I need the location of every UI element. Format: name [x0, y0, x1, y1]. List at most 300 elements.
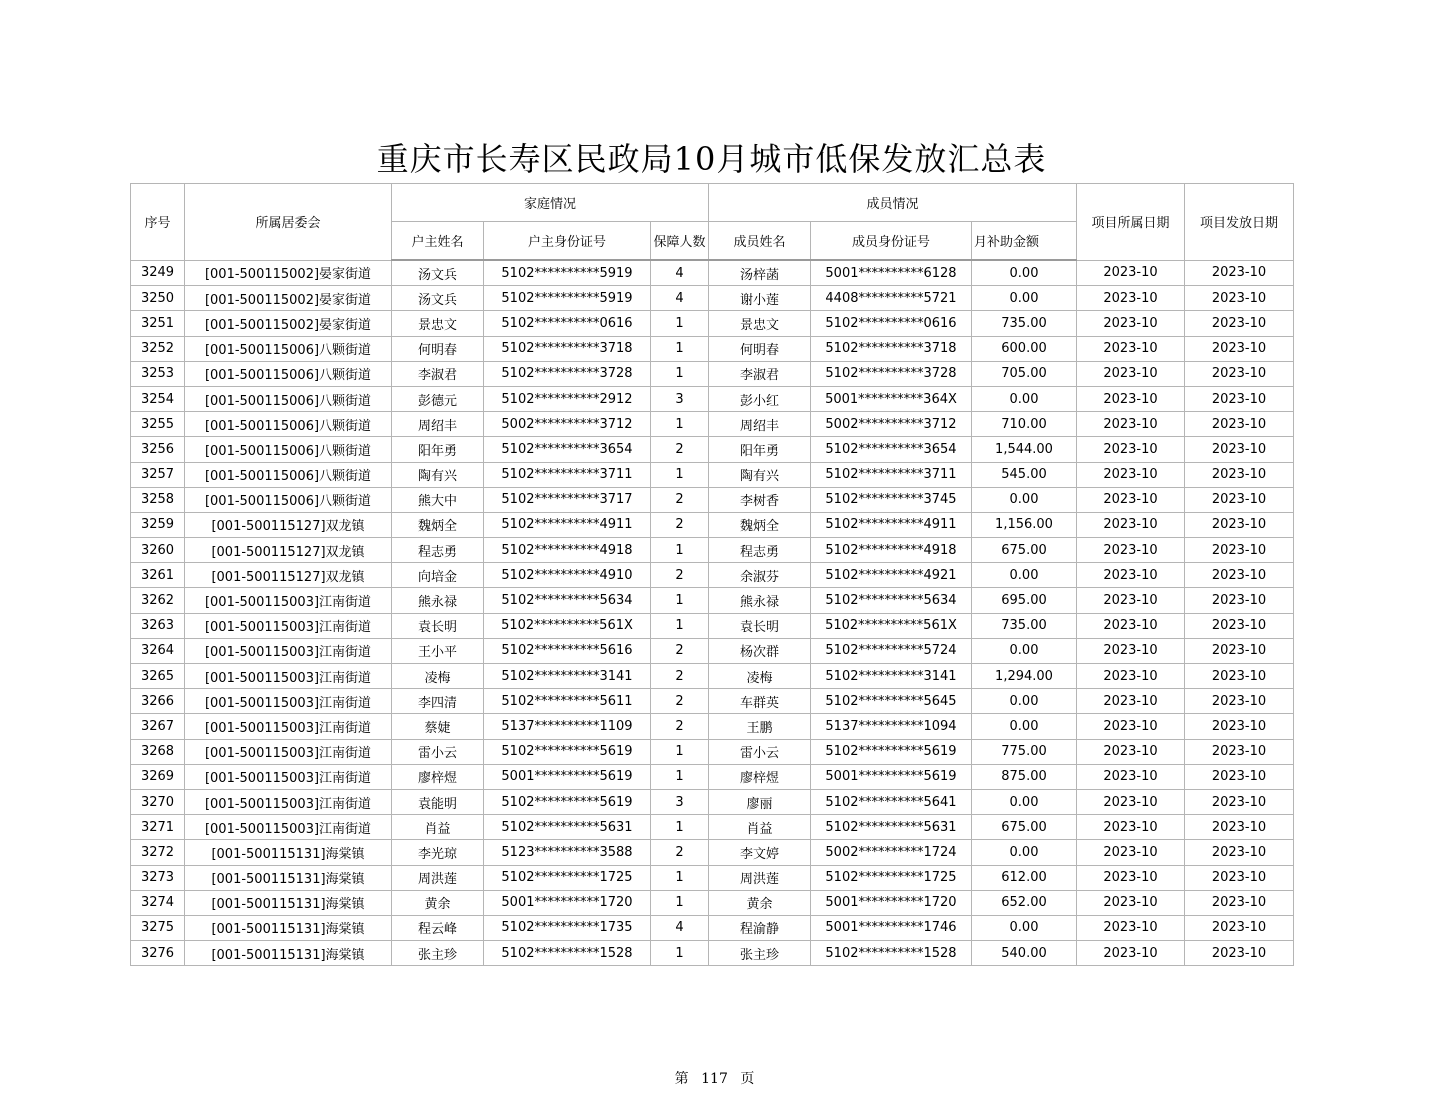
- cell-member-name: 张主珍: [709, 941, 811, 966]
- cell-head-id: 5102**********2912: [484, 386, 651, 411]
- cell-member-name: 陶有兴: [709, 462, 811, 487]
- cell-committee: [001-500115003]江南街道: [185, 764, 392, 789]
- cell-head-id: 5102**********3718: [484, 336, 651, 361]
- cell-head-name: 汤文兵: [392, 260, 484, 286]
- cell-issue-date: 2023-10: [1185, 336, 1294, 361]
- cell-committee: [001-500115006]八颗街道: [185, 487, 392, 512]
- cell-issue-date: 2023-10: [1185, 412, 1294, 437]
- cell-head-name: 熊大中: [392, 487, 484, 512]
- cell-head-name: 程志勇: [392, 538, 484, 563]
- cell-seq: 3251: [131, 311, 185, 336]
- cell-member-id: 5102**********4918: [811, 538, 972, 563]
- cell-belong-date: 2023-10: [1077, 941, 1185, 966]
- table-row: [131, 437, 1294, 462]
- cell-belong-date: 2023-10: [1077, 638, 1185, 663]
- cell-issue-date: 2023-10: [1185, 311, 1294, 336]
- cell-committee: [001-500115006]八颗街道: [185, 361, 392, 386]
- cell-issue-date: 2023-10: [1185, 386, 1294, 411]
- cell-issue-date: 2023-10: [1185, 941, 1294, 966]
- cell-seq: 3252: [131, 336, 185, 361]
- cell-committee: [001-500115006]八颗街道: [185, 412, 392, 437]
- cell-covered: 1: [651, 865, 709, 890]
- cell-head-id: 5001**********1720: [484, 890, 651, 915]
- cell-issue-date: 2023-10: [1185, 764, 1294, 789]
- cell-seq: 3270: [131, 789, 185, 814]
- cell-issue-date: 2023-10: [1185, 689, 1294, 714]
- cell-covered: 2: [651, 689, 709, 714]
- table-row: [131, 286, 1294, 311]
- subsidy-table: [130, 183, 1294, 966]
- cell-member-id: 4408**********5721: [811, 286, 972, 311]
- cell-covered: 2: [651, 512, 709, 537]
- cell-seq: 3257: [131, 462, 185, 487]
- cell-belong-date: 2023-10: [1077, 689, 1185, 714]
- cell-belong-date: 2023-10: [1077, 538, 1185, 563]
- cell-member-name: 雷小云: [709, 739, 811, 764]
- cell-member-name: 熊永禄: [709, 588, 811, 613]
- cell-issue-date: 2023-10: [1185, 512, 1294, 537]
- cell-issue-date: 2023-10: [1185, 260, 1294, 286]
- cell-issue-date: 2023-10: [1185, 840, 1294, 865]
- cell-belong-date: 2023-10: [1077, 462, 1185, 487]
- cell-covered: 2: [651, 664, 709, 689]
- cell-issue-date: 2023-10: [1185, 890, 1294, 915]
- cell-seq: 3262: [131, 588, 185, 613]
- cell-subsidy: 0.00: [972, 260, 1077, 286]
- cell-subsidy: 675.00: [972, 538, 1077, 563]
- table-row: [131, 512, 1294, 537]
- cell-member-id: 5102**********4911: [811, 512, 972, 537]
- cell-member-name: 景忠文: [709, 311, 811, 336]
- cell-head-name: 陶有兴: [392, 462, 484, 487]
- cell-subsidy: 695.00: [972, 588, 1077, 613]
- cell-head-id: 5102**********3654: [484, 437, 651, 462]
- cell-belong-date: 2023-10: [1077, 588, 1185, 613]
- footer-prefix: 第: [674, 1071, 689, 1087]
- cell-head-name: 何明春: [392, 336, 484, 361]
- cell-belong-date: 2023-10: [1077, 739, 1185, 764]
- cell-member-name: 程渝静: [709, 915, 811, 940]
- cell-committee: [001-500115006]八颗街道: [185, 336, 392, 361]
- cell-subsidy: 1,156.00: [972, 512, 1077, 537]
- cell-seq: 3258: [131, 487, 185, 512]
- cell-head-id: 5102**********5611: [484, 689, 651, 714]
- cell-covered: 3: [651, 789, 709, 814]
- cell-member-name: 何明春: [709, 336, 811, 361]
- cell-committee: [001-500115002]晏家街道: [185, 286, 392, 311]
- cell-head-name: 肖益: [392, 815, 484, 840]
- cell-belong-date: 2023-10: [1077, 563, 1185, 588]
- cell-covered: 1: [651, 941, 709, 966]
- cell-committee: [001-500115002]晏家街道: [185, 311, 392, 336]
- cell-belong-date: 2023-10: [1077, 311, 1185, 336]
- cell-member-id: 5102**********3728: [811, 361, 972, 386]
- cell-belong-date: 2023-10: [1077, 412, 1185, 437]
- cell-belong-date: 2023-10: [1077, 714, 1185, 739]
- cell-committee: [001-500115003]江南街道: [185, 638, 392, 663]
- cell-head-id: 5137**********1109: [484, 714, 651, 739]
- cell-head-name: 李四清: [392, 689, 484, 714]
- table-row: [131, 487, 1294, 512]
- cell-seq: 3272: [131, 840, 185, 865]
- cell-subsidy: 735.00: [972, 613, 1077, 638]
- cell-head-name: 阳年勇: [392, 437, 484, 462]
- cell-covered: 1: [651, 412, 709, 437]
- cell-subsidy: 1,544.00: [972, 437, 1077, 462]
- cell-head-name: 雷小云: [392, 739, 484, 764]
- cell-covered: 2: [651, 840, 709, 865]
- cell-head-name: 蔡婕: [392, 714, 484, 739]
- cell-head-id: 5001**********5619: [484, 764, 651, 789]
- cell-head-name: 袁能明: [392, 789, 484, 814]
- cell-member-name: 谢小莲: [709, 286, 811, 311]
- cell-committee: [001-500115003]江南街道: [185, 588, 392, 613]
- cell-subsidy: 1,294.00: [972, 664, 1077, 689]
- cell-seq: 3250: [131, 286, 185, 311]
- cell-seq: 3269: [131, 764, 185, 789]
- cell-member-id: 5102**********5641: [811, 789, 972, 814]
- cell-head-id: 5102**********5616: [484, 638, 651, 663]
- cell-head-id: 5102**********5919: [484, 260, 651, 286]
- cell-subsidy: 0.00: [972, 689, 1077, 714]
- cell-committee: [001-500115003]江南街道: [185, 714, 392, 739]
- cell-member-id: 5001**********1720: [811, 890, 972, 915]
- cell-head-name: 廖梓煜: [392, 764, 484, 789]
- cell-seq: 3263: [131, 613, 185, 638]
- cell-member-id: 5001**********364X: [811, 386, 972, 411]
- table-row: [131, 538, 1294, 563]
- cell-committee: [001-500115127]双龙镇: [185, 538, 392, 563]
- cell-member-id: 5102**********561X: [811, 613, 972, 638]
- cell-seq: 3276: [131, 941, 185, 966]
- table-row: [131, 462, 1294, 487]
- table-row: [131, 714, 1294, 739]
- cell-belong-date: 2023-10: [1077, 764, 1185, 789]
- cell-head-name: 魏炳全: [392, 512, 484, 537]
- cell-head-id: 5102**********3728: [484, 361, 651, 386]
- table-row: [131, 664, 1294, 689]
- table-row: [131, 865, 1294, 890]
- cell-subsidy: 775.00: [972, 739, 1077, 764]
- cell-head-name: 彭德元: [392, 386, 484, 411]
- cell-subsidy: 545.00: [972, 462, 1077, 487]
- cell-subsidy: 710.00: [972, 412, 1077, 437]
- cell-member-id: 5102**********3654: [811, 437, 972, 462]
- table-row: [131, 915, 1294, 940]
- cell-member-name: 廖丽: [709, 789, 811, 814]
- cell-member-id: 5102**********3745: [811, 487, 972, 512]
- cell-member-id: 5002**********1724: [811, 840, 972, 865]
- header-covered: 保障人数: [651, 222, 709, 261]
- cell-seq: 3254: [131, 386, 185, 411]
- table-row: [131, 638, 1294, 663]
- cell-head-name: 王小平: [392, 638, 484, 663]
- table-row: [131, 311, 1294, 336]
- cell-head-name: 熊永禄: [392, 588, 484, 613]
- cell-committee: [001-500115131]海棠镇: [185, 890, 392, 915]
- cell-head-id: 5002**********3712: [484, 412, 651, 437]
- cell-head-id: 5102**********0616: [484, 311, 651, 336]
- cell-head-id: 5102**********3717: [484, 487, 651, 512]
- cell-member-name: 彭小红: [709, 386, 811, 411]
- cell-member-name: 李文婷: [709, 840, 811, 865]
- cell-head-name: 张主珍: [392, 941, 484, 966]
- table-row: [131, 336, 1294, 361]
- cell-member-id: 5102**********5645: [811, 689, 972, 714]
- cell-member-name: 廖梓煜: [709, 764, 811, 789]
- cell-head-id: 5102**********5619: [484, 739, 651, 764]
- cell-committee: [001-500115003]江南街道: [185, 613, 392, 638]
- cell-committee: [001-500115006]八颗街道: [185, 462, 392, 487]
- cell-covered: 1: [651, 311, 709, 336]
- cell-subsidy: 0.00: [972, 840, 1077, 865]
- cell-subsidy: 0.00: [972, 563, 1077, 588]
- cell-head-id: 5102**********4911: [484, 512, 651, 537]
- cell-committee: [001-500115131]海棠镇: [185, 915, 392, 940]
- cell-seq: 3249: [131, 260, 185, 286]
- cell-member-id: 5102**********4921: [811, 563, 972, 588]
- cell-member-id: 5102**********3718: [811, 336, 972, 361]
- cell-covered: 2: [651, 563, 709, 588]
- cell-committee: [001-500115003]江南街道: [185, 789, 392, 814]
- table-row: [131, 789, 1294, 814]
- cell-head-name: 景忠文: [392, 311, 484, 336]
- cell-belong-date: 2023-10: [1077, 386, 1185, 411]
- cell-subsidy: 0.00: [972, 915, 1077, 940]
- cell-head-name: 程云峰: [392, 915, 484, 940]
- cell-covered: 1: [651, 613, 709, 638]
- cell-covered: 2: [651, 487, 709, 512]
- header-head-id: 户主身份证号: [484, 222, 651, 261]
- cell-subsidy: 735.00: [972, 311, 1077, 336]
- document-title: 重庆市长寿区民政局10月城市低保发放汇总表: [376, 140, 1047, 178]
- cell-head-id: 5102**********1725: [484, 865, 651, 890]
- cell-committee: [001-500115127]双龙镇: [185, 512, 392, 537]
- cell-issue-date: 2023-10: [1185, 613, 1294, 638]
- cell-head-id: 5102**********1528: [484, 941, 651, 966]
- cell-head-id: 5123**********3588: [484, 840, 651, 865]
- cell-member-name: 阳年勇: [709, 437, 811, 462]
- cell-member-id: 5001**********1746: [811, 915, 972, 940]
- cell-head-id: 5102**********3141: [484, 664, 651, 689]
- cell-member-id: 5102**********3141: [811, 664, 972, 689]
- cell-belong-date: 2023-10: [1077, 890, 1185, 915]
- cell-member-name: 王鹏: [709, 714, 811, 739]
- cell-seq: 3266: [131, 689, 185, 714]
- cell-seq: 3253: [131, 361, 185, 386]
- cell-subsidy: 0.00: [972, 286, 1077, 311]
- cell-committee: [001-500115006]八颗街道: [185, 437, 392, 462]
- cell-member-id: 5102**********5634: [811, 588, 972, 613]
- header-subsidy: 月补助金额: [972, 222, 1077, 261]
- cell-member-name: 周洪莲: [709, 865, 811, 890]
- cell-belong-date: 2023-10: [1077, 260, 1185, 286]
- cell-issue-date: 2023-10: [1185, 915, 1294, 940]
- cell-seq: 3265: [131, 664, 185, 689]
- cell-head-id: 5102**********4918: [484, 538, 651, 563]
- cell-seq: 3274: [131, 890, 185, 915]
- cell-covered: 2: [651, 714, 709, 739]
- cell-committee: [001-500115003]江南街道: [185, 689, 392, 714]
- table-row: [131, 840, 1294, 865]
- cell-subsidy: 0.00: [972, 487, 1077, 512]
- table-header: [131, 184, 1294, 261]
- cell-seq: 3256: [131, 437, 185, 462]
- cell-head-name: 向培金: [392, 563, 484, 588]
- cell-seq: 3255: [131, 412, 185, 437]
- table-row: [131, 613, 1294, 638]
- cell-member-name: 凌梅: [709, 664, 811, 689]
- cell-issue-date: 2023-10: [1185, 563, 1294, 588]
- cell-member-name: 杨次群: [709, 638, 811, 663]
- cell-belong-date: 2023-10: [1077, 613, 1185, 638]
- header-member-group: 成员情况: [709, 184, 1077, 222]
- cell-belong-date: 2023-10: [1077, 286, 1185, 311]
- cell-issue-date: 2023-10: [1185, 361, 1294, 386]
- cell-issue-date: 2023-10: [1185, 588, 1294, 613]
- cell-covered: 1: [651, 764, 709, 789]
- table-row: [131, 815, 1294, 840]
- cell-head-id: 5102**********5619: [484, 789, 651, 814]
- cell-head-id: 5102**********561X: [484, 613, 651, 638]
- cell-member-name: 李淑君: [709, 361, 811, 386]
- cell-member-id: 5102**********5724: [811, 638, 972, 663]
- cell-head-name: 周洪莲: [392, 865, 484, 890]
- cell-member-id: 5102**********0616: [811, 311, 972, 336]
- header-member-name: 成员姓名: [709, 222, 811, 261]
- table-row: [131, 941, 1294, 966]
- cell-member-id: 5102**********3711: [811, 462, 972, 487]
- table-row: [131, 412, 1294, 437]
- table-row: [131, 764, 1294, 789]
- cell-head-name: 黄余: [392, 890, 484, 915]
- cell-committee: [001-500115131]海棠镇: [185, 865, 392, 890]
- cell-belong-date: 2023-10: [1077, 664, 1185, 689]
- cell-committee: [001-500115131]海棠镇: [185, 941, 392, 966]
- cell-committee: [001-500115003]江南街道: [185, 815, 392, 840]
- cell-committee: [001-500115003]江南街道: [185, 664, 392, 689]
- cell-seq: 3261: [131, 563, 185, 588]
- cell-head-id: 5102**********5919: [484, 286, 651, 311]
- cell-subsidy: 0.00: [972, 714, 1077, 739]
- cell-head-name: 汤文兵: [392, 286, 484, 311]
- cell-head-name: 凌梅: [392, 664, 484, 689]
- cell-belong-date: 2023-10: [1077, 487, 1185, 512]
- cell-member-name: 肖益: [709, 815, 811, 840]
- table-row: [131, 890, 1294, 915]
- cell-subsidy: 675.00: [972, 815, 1077, 840]
- cell-member-id: 5002**********3712: [811, 412, 972, 437]
- cell-covered: 1: [651, 815, 709, 840]
- cell-member-name: 李树香: [709, 487, 811, 512]
- cell-belong-date: 2023-10: [1077, 840, 1185, 865]
- cell-member-name: 周绍丰: [709, 412, 811, 437]
- cell-issue-date: 2023-10: [1185, 538, 1294, 563]
- cell-subsidy: 0.00: [972, 789, 1077, 814]
- cell-seq: 3264: [131, 638, 185, 663]
- cell-head-name: 周绍丰: [392, 412, 484, 437]
- cell-head-name: 袁长明: [392, 613, 484, 638]
- cell-member-name: 车群英: [709, 689, 811, 714]
- table-row: [131, 260, 1294, 286]
- cell-covered: 1: [651, 588, 709, 613]
- cell-issue-date: 2023-10: [1185, 638, 1294, 663]
- cell-covered: 4: [651, 260, 709, 286]
- cell-committee: [001-500115002]晏家街道: [185, 260, 392, 286]
- table-row: [131, 563, 1294, 588]
- cell-member-name: 程志勇: [709, 538, 811, 563]
- cell-belong-date: 2023-10: [1077, 865, 1185, 890]
- cell-seq: 3273: [131, 865, 185, 890]
- header-committee: 所属居委会: [185, 184, 392, 261]
- cell-covered: 1: [651, 890, 709, 915]
- cell-subsidy: 875.00: [972, 764, 1077, 789]
- cell-covered: 2: [651, 638, 709, 663]
- cell-covered: 1: [651, 739, 709, 764]
- header-family-group: 家庭情况: [392, 184, 709, 222]
- table-row: [131, 739, 1294, 764]
- header-seq: 序号: [131, 184, 185, 261]
- cell-issue-date: 2023-10: [1185, 789, 1294, 814]
- cell-covered: 4: [651, 915, 709, 940]
- cell-issue-date: 2023-10: [1185, 487, 1294, 512]
- cell-head-name: 李淑君: [392, 361, 484, 386]
- cell-covered: 3: [651, 386, 709, 411]
- cell-member-id: 5102**********1725: [811, 865, 972, 890]
- cell-subsidy: 652.00: [972, 890, 1077, 915]
- cell-issue-date: 2023-10: [1185, 462, 1294, 487]
- table-row: [131, 386, 1294, 411]
- cell-belong-date: 2023-10: [1077, 361, 1185, 386]
- cell-head-id: 5102**********5634: [484, 588, 651, 613]
- cell-member-id: 5102**********1528: [811, 941, 972, 966]
- cell-belong-date: 2023-10: [1077, 815, 1185, 840]
- cell-subsidy: 600.00: [972, 336, 1077, 361]
- cell-committee: [001-500115003]江南街道: [185, 739, 392, 764]
- cell-covered: 1: [651, 336, 709, 361]
- cell-seq: 3260: [131, 538, 185, 563]
- cell-covered: 1: [651, 538, 709, 563]
- page-number: 117: [701, 1071, 728, 1087]
- cell-seq: 3259: [131, 512, 185, 537]
- cell-member-id: 5137**********1094: [811, 714, 972, 739]
- cell-subsidy: 705.00: [972, 361, 1077, 386]
- cell-covered: 1: [651, 361, 709, 386]
- cell-committee: [001-500115131]海棠镇: [185, 840, 392, 865]
- cell-head-id: 5102**********4910: [484, 563, 651, 588]
- cell-head-id: 5102**********1735: [484, 915, 651, 940]
- cell-member-name: 袁长明: [709, 613, 811, 638]
- cell-committee: [001-500115006]八颗街道: [185, 386, 392, 411]
- cell-member-id: 5001**********6128: [811, 260, 972, 286]
- cell-belong-date: 2023-10: [1077, 437, 1185, 462]
- header-member-id: 成员身份证号: [811, 222, 972, 261]
- cell-seq: 3268: [131, 739, 185, 764]
- cell-head-id: 5102**********5631: [484, 815, 651, 840]
- cell-subsidy: 0.00: [972, 386, 1077, 411]
- header-belong-date: 项目所属日期: [1077, 184, 1185, 261]
- footer-suffix: 页: [740, 1071, 755, 1087]
- cell-issue-date: 2023-10: [1185, 815, 1294, 840]
- table-body: [131, 260, 1294, 966]
- cell-member-name: 魏炳全: [709, 512, 811, 537]
- cell-belong-date: 2023-10: [1077, 789, 1185, 814]
- cell-member-id: 5102**********5631: [811, 815, 972, 840]
- cell-issue-date: 2023-10: [1185, 739, 1294, 764]
- cell-member-name: 汤梓菡: [709, 260, 811, 286]
- cell-head-id: 5102**********3711: [484, 462, 651, 487]
- header-issue-date: 项目发放日期: [1185, 184, 1294, 261]
